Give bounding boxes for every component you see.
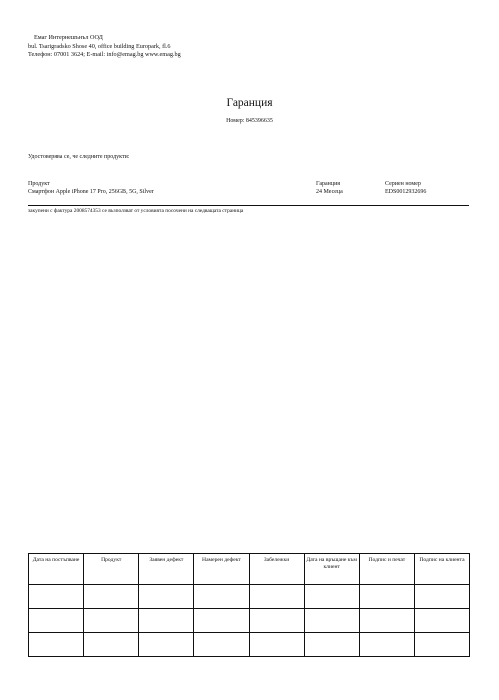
table-cell (84, 633, 139, 657)
claims-body (29, 585, 470, 657)
warranty-column (316, 181, 343, 196)
table-cell (139, 585, 194, 609)
document-number: Номер: 845396635 (226, 118, 273, 124)
invoice-note: закупени с фактура 2008574353 се възползват от условията посочени на следващата страница (28, 208, 244, 214)
product-header: Продукт (28, 181, 50, 187)
header-claimed-defect: Заявен дефект (139, 554, 194, 585)
serial-number: EDS0012932696 (385, 188, 427, 195)
table-cell (304, 633, 359, 657)
table-cell (29, 633, 84, 657)
header-product: Продукт (84, 554, 139, 585)
product-column (28, 181, 154, 196)
header-notes: Забележки (249, 554, 304, 585)
table-cell (194, 585, 249, 609)
table-cell (359, 609, 414, 633)
document-title: Гаранция (226, 97, 273, 109)
header-return-date: Дата на връщане към клиент (304, 554, 359, 585)
table-row (29, 585, 470, 609)
table-cell (139, 609, 194, 633)
table-cell (359, 585, 414, 609)
table-cell (194, 633, 249, 657)
table-cell (194, 609, 249, 633)
table-row (29, 609, 470, 633)
table-cell (29, 609, 84, 633)
product-name: Смартфон Apple iPhone 17 Pro, 256GB, 5G, Silver (28, 188, 154, 195)
header-date-received: Дата на постъпване (29, 554, 84, 585)
header-client-signature: Подпис на клиента (414, 554, 469, 585)
certify-text: Удостоверява се, че следните продукти: (28, 154, 130, 160)
company-name: Емаг Интернешънъл ООД (34, 34, 103, 41)
table-cell (84, 585, 139, 609)
table-cell (414, 633, 469, 657)
header-found-defect: Намерен дефект (194, 554, 249, 585)
table-cell (359, 633, 414, 657)
warranty-header: Гаранция (316, 181, 341, 187)
header-signature-stamp: Подпис и печат (359, 554, 414, 585)
divider (28, 205, 469, 206)
serial-column (385, 181, 426, 196)
table-cell (304, 609, 359, 633)
table-cell (414, 585, 469, 609)
table-cell (414, 609, 469, 633)
company-contacts: Телефон: 07001 3624; E-mail: info@emag.bg www.emag.bg (28, 51, 181, 59)
claims-table (28, 553, 470, 657)
table-row (29, 633, 470, 657)
claims-header-row (29, 554, 470, 585)
table-cell (249, 633, 304, 657)
table-cell (29, 585, 84, 609)
table-cell (139, 633, 194, 657)
company-info (28, 34, 181, 60)
table-cell (249, 609, 304, 633)
company-address: bul. Tsarigradsko Shose 40, office building Europark, fl.6 (28, 42, 171, 50)
serial-header: Сериен номер (385, 181, 421, 187)
table-cell (249, 585, 304, 609)
warranty-period: 24 Месеца (316, 188, 343, 195)
table-cell (84, 609, 139, 633)
table-cell (304, 585, 359, 609)
